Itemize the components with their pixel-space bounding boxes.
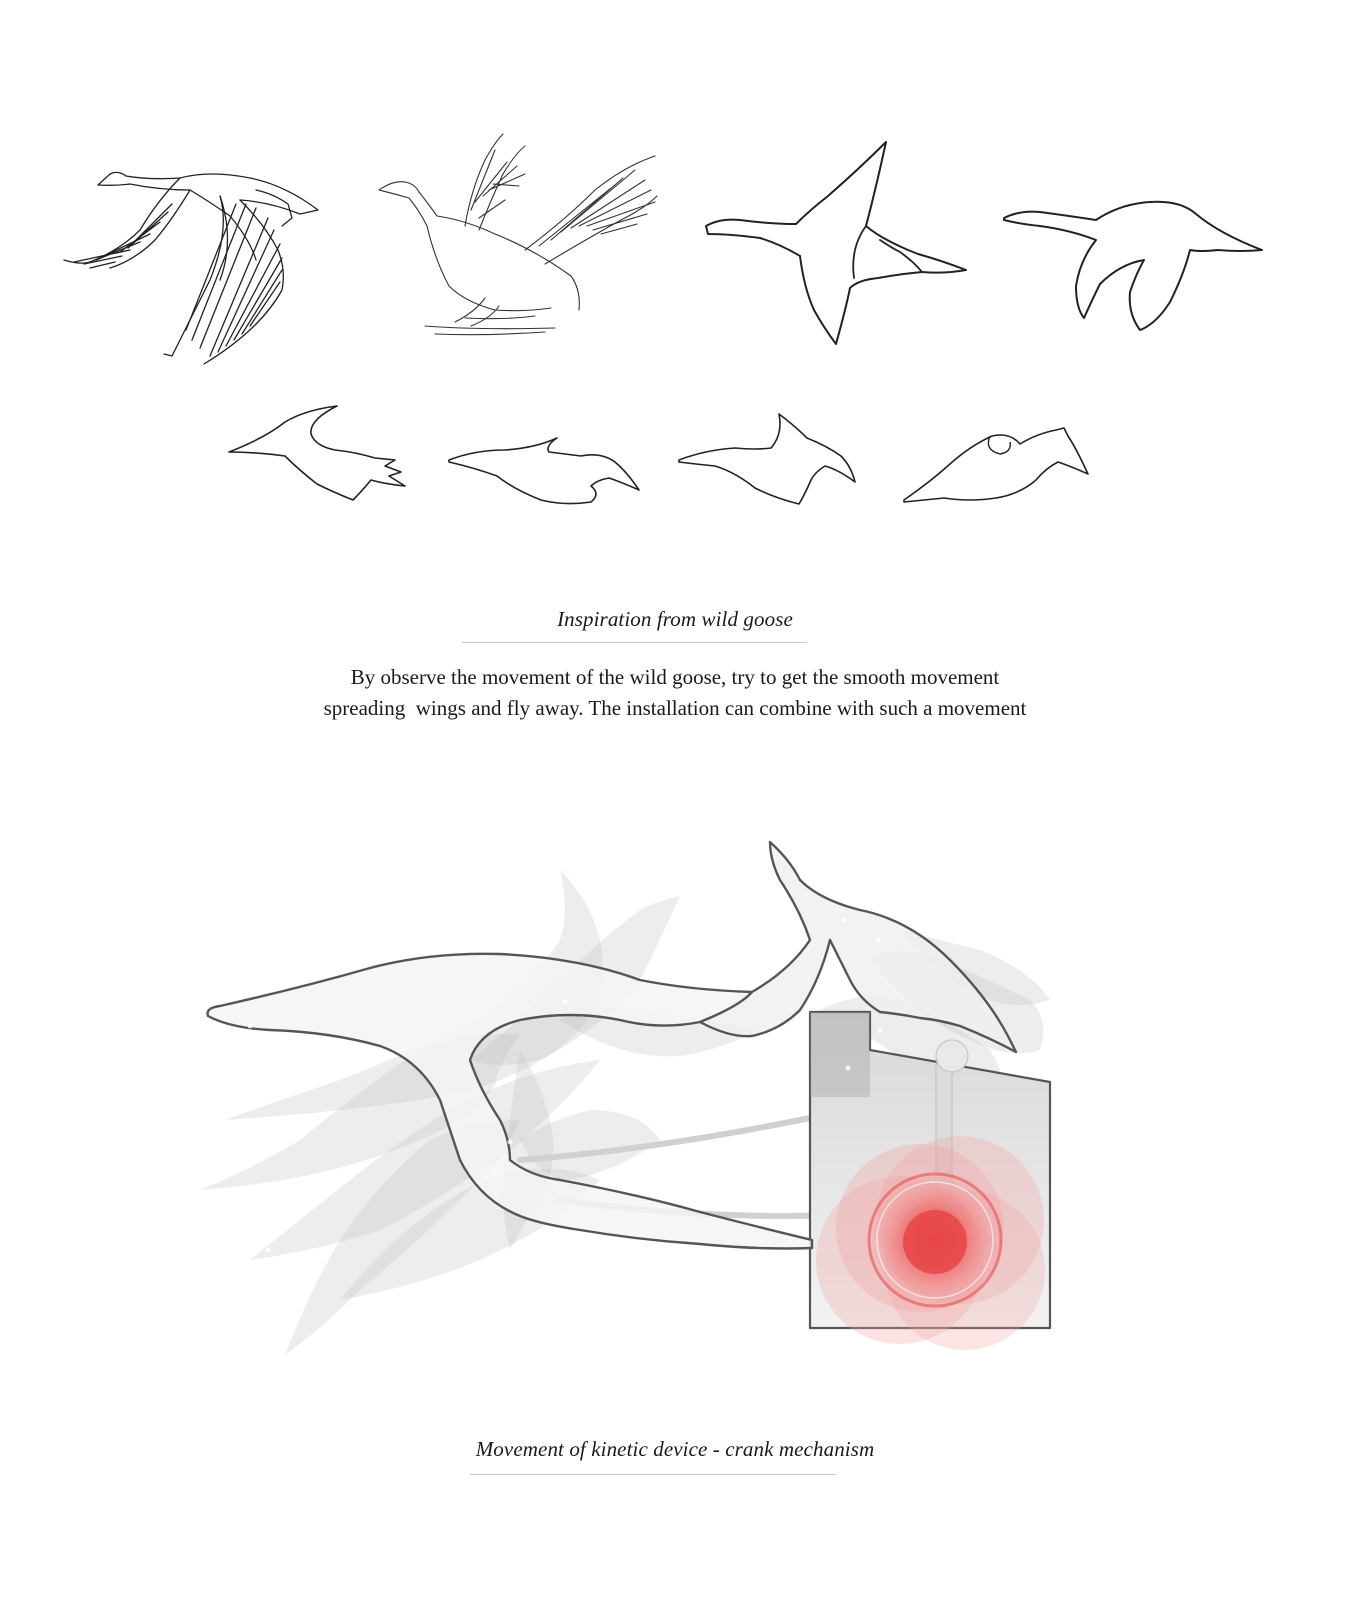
goose-sketch-flying-detailed: [60, 130, 330, 370]
goose-silhouette-1: [225, 400, 415, 510]
inspiration-description: [0, 662, 1350, 724]
goose-outline-glide: [1000, 194, 1270, 344]
crank-wheel-center: [903, 1210, 967, 1274]
description-line-2: spreading wings and fly away. The installation can combine with such a movement: [323, 696, 1027, 720]
crank-mechanism-diagram: [0, 820, 1350, 1380]
goose-outline-spread: [700, 138, 970, 348]
inspiration-title: Inspiration from wild goose: [557, 607, 793, 631]
goose-silhouette-3: [675, 410, 865, 510]
mechanism-title: Movement of kinetic device - crank mechanism: [475, 1437, 875, 1461]
description-line-1: By observe the movement of the wild goose, try to get the smooth movement: [350, 665, 1000, 689]
goose-sketch-takeoff: [375, 130, 665, 340]
housing-shadow-panel: [810, 1012, 870, 1097]
goose-silhouette-2: [445, 432, 645, 512]
mechanism-title-rule: [470, 1474, 836, 1475]
goose-silhouette-4: [900, 422, 1100, 512]
inspiration-title-rule: [462, 642, 807, 643]
